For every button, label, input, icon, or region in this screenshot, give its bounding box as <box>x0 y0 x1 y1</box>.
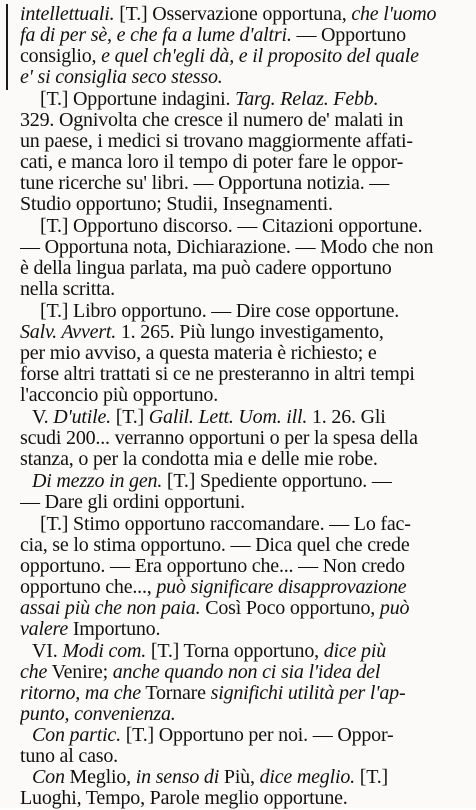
roman-run: è della lingua parlata, ma può cadere opportuno <box>20 257 392 279</box>
roman-run: opportuno. — Era opportuno che... — Non credo <box>20 555 405 577</box>
italic-run: in senso di <box>135 766 220 788</box>
italic-run: anche quando non ci sia l'idea del <box>112 661 381 683</box>
italic-run: significhi utilità per l'ap- <box>210 682 406 704</box>
roman-run: 329. Ognivolta che cresce il numero de' malati in <box>20 109 404 131</box>
roman-run: Più, <box>219 766 260 788</box>
roman-run: Studio opportuno; Studii, Insegnamenti. <box>20 193 333 215</box>
roman-run: [T.] Stimo opportuno raccomandare. — Lo fac- <box>40 513 411 535</box>
roman-run: opportuno che..., <box>20 576 157 598</box>
italic-run: e quel ch'egli dà, e il proposito del quale <box>101 45 419 67</box>
italic-run: Modi com. <box>62 640 147 662</box>
roman-run: tune ricerche su' libri. — Opportuna notizia. — <box>20 172 390 194</box>
italic-run: Galil. Lett. Uom. ill. <box>148 406 308 428</box>
italic-run: Con partic. <box>32 724 121 746</box>
italic-run: che l'uomo <box>351 3 437 25</box>
roman-run: V. <box>32 406 54 428</box>
roman-run: VI. <box>32 640 63 662</box>
text-line <box>20 786 472 810</box>
roman-run: scudi 200... verranno opportuni o per la spesa della <box>20 427 418 449</box>
italic-run: e' si consiglia seco stesso. <box>20 66 223 88</box>
roman-run: per mio avviso, a questa materia è richiesto; e <box>20 342 377 364</box>
roman-run: 1. 265. Più lungo investigamento, <box>116 321 384 343</box>
italic-run: punto, convenienza. <box>20 703 176 725</box>
roman-run: [T.] Opportuno per noi. — Oppor- <box>120 724 394 746</box>
roman-run: [T.] <box>110 406 149 428</box>
roman-run: cia, se lo stima opportuno. — Dica quel che crede <box>20 534 410 556</box>
roman-run: 1. 26. Gli <box>307 406 386 428</box>
italic-run: Targ. Relaz. Febb. <box>235 88 379 110</box>
italic-run: può significare disapprovazione <box>156 576 407 598</box>
roman-run: — Opportuno <box>291 24 406 46</box>
roman-run: [T.] <box>354 766 388 788</box>
italic-run: fa di per sè, e che fa a lume d'altri. <box>20 24 292 46</box>
roman-run: [T.] Torna opportuno, <box>146 640 324 662</box>
text-line <box>20 65 472 89</box>
italic-run: ritorno, ma che <box>20 682 141 704</box>
roman-run: Tornare <box>140 682 211 704</box>
italic-run: Salv. Avvert. <box>20 321 117 343</box>
text-line <box>20 617 472 641</box>
roman-run: — Dare gli ordini opportuni. <box>20 491 245 513</box>
text-line <box>20 383 472 407</box>
italic-run: può <box>379 597 410 619</box>
italic-run: Con <box>32 766 65 788</box>
roman-run: l'acconcio più opportuno. <box>20 384 218 406</box>
italic-run: assai più che non paia. <box>20 597 201 619</box>
margin-rule <box>6 4 8 90</box>
roman-run: forse altri trattati si ce ne presteranno in altri tempi <box>20 363 415 385</box>
roman-run: Meglio, <box>64 766 136 788</box>
roman-run: [T.] Opportune indagini. <box>40 88 236 110</box>
text-line <box>20 490 472 514</box>
roman-run: cati, e manca loro il tempo di poter fare le oppor- <box>20 151 404 173</box>
italic-run: valere <box>20 618 69 640</box>
roman-run: [T.] Osservazione opportuna, <box>114 3 352 25</box>
text-line <box>20 192 472 216</box>
text-line <box>20 447 472 471</box>
roman-run: stanza, o per la condotta mia e delle mie robe. <box>20 448 378 470</box>
text-line <box>20 277 472 301</box>
roman-run: [T.] Opportuno discorso. — Citazioni opportune. <box>40 215 423 237</box>
italic-run: intellettuali. <box>20 3 115 25</box>
roman-run: — Opportuna nota, Dichiarazione. — Modo che non <box>20 236 434 258</box>
italic-run: dice più <box>323 640 387 662</box>
roman-run: consiglio, <box>20 45 102 67</box>
roman-run: Così Poco opportuno, <box>200 597 380 619</box>
roman-run: nella scritta. <box>20 278 115 300</box>
roman-run: [T.] Libro opportuno. — Dire cose opportune. <box>40 300 400 322</box>
roman-run: Venire; <box>47 661 113 683</box>
roman-run: tuno al caso. <box>20 745 118 767</box>
italic-run: Di mezzo in gen. <box>32 470 163 492</box>
italic-run: dice meglio. <box>259 766 355 788</box>
italic-run: che <box>20 661 48 683</box>
roman-run: un paese, i medici si trovano maggiormente affati- <box>20 130 413 152</box>
roman-run: Importuno. <box>68 618 161 640</box>
roman-run: [T.] Spediente opportuno. — <box>162 470 392 492</box>
roman-run: Luoghi, Tempo, Parole meglio opportune. <box>20 787 348 809</box>
italic-run: D'utile. <box>53 406 111 428</box>
